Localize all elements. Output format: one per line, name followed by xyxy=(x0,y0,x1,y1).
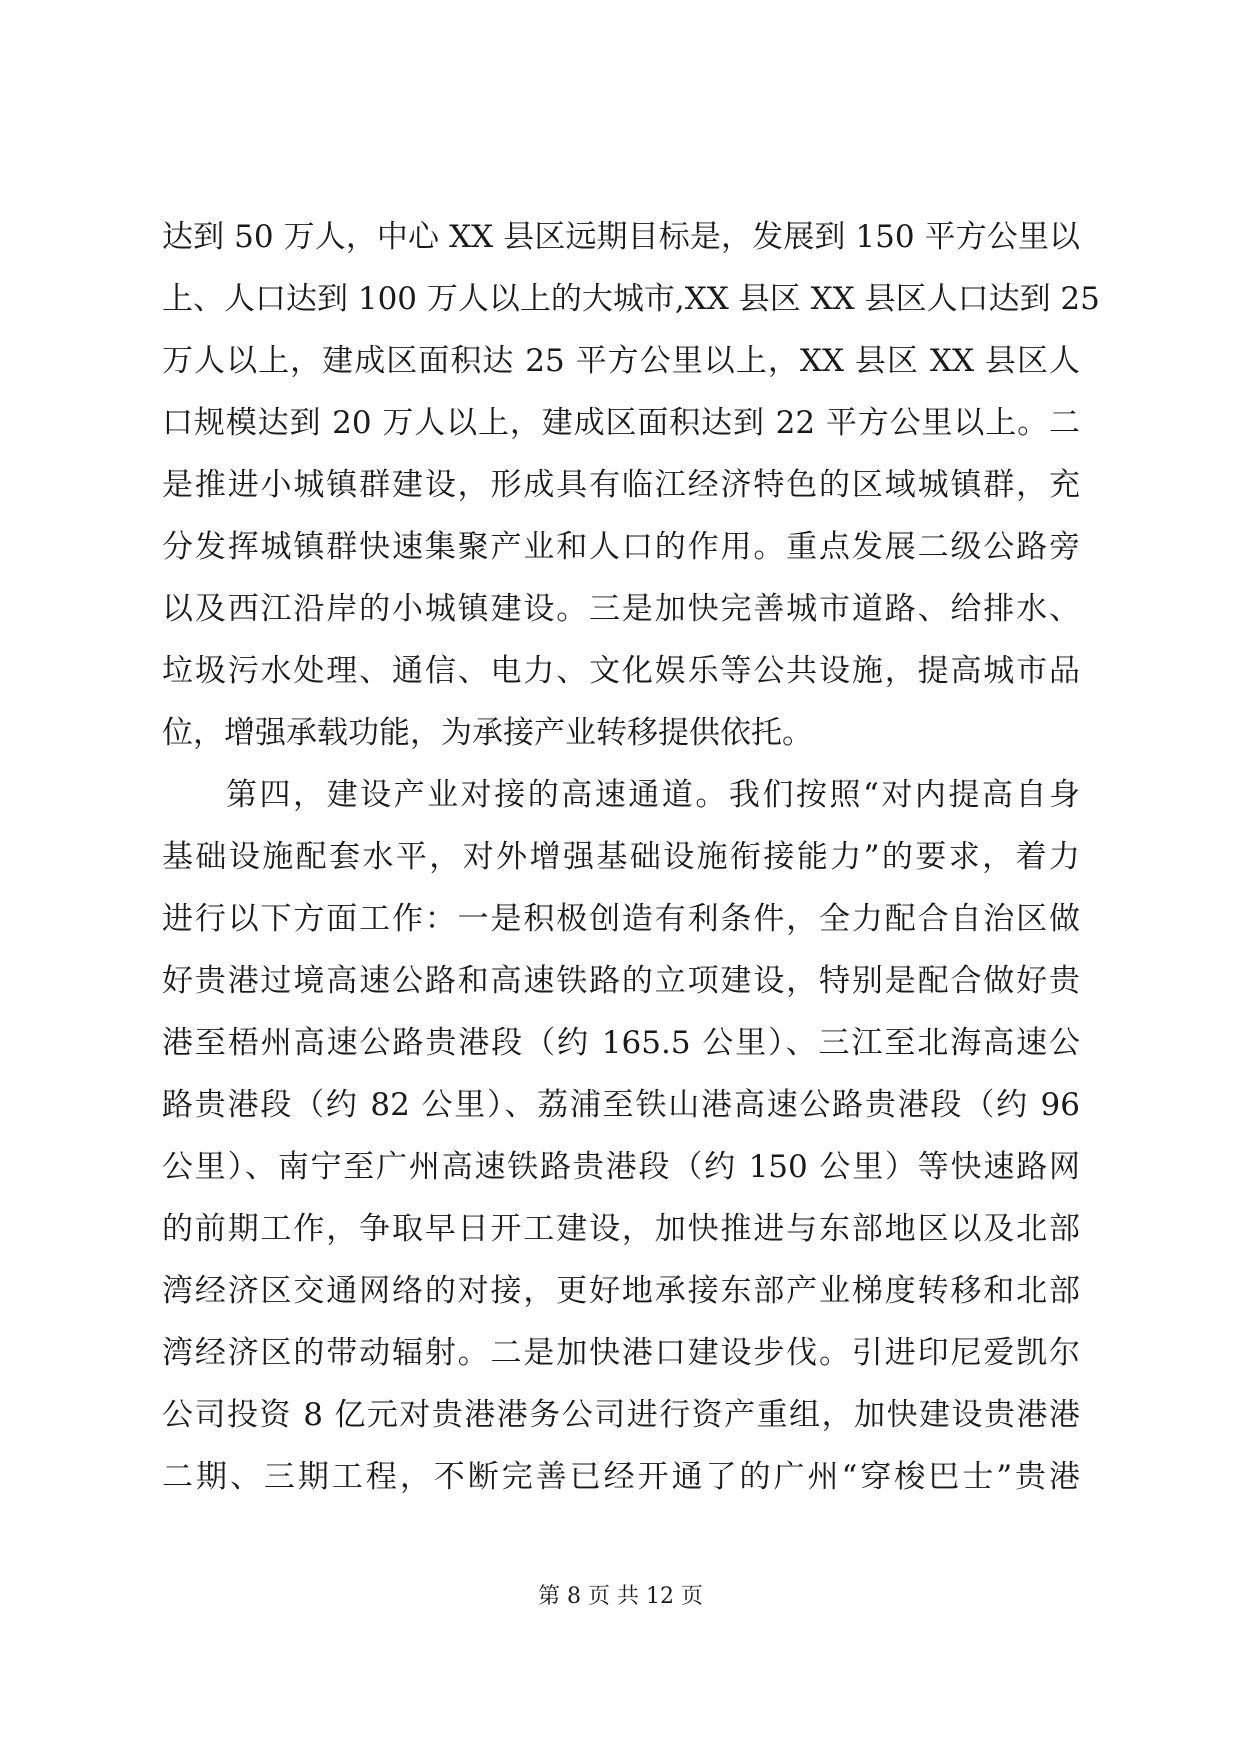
page-number-footer: 第 8 页 共 12 页 xyxy=(538,1584,703,1609)
document-body xyxy=(162,206,1100,1508)
text-line: 公司投资 8 亿元对贵港港务公司进行资产重组，加快建设贵港港 xyxy=(162,1397,1080,1433)
text-line: 位，增强承载功能，为承接产业转移提供依托。 xyxy=(162,715,813,751)
text-line: 分发挥城镇群快速集聚产业和人口的作用。重点发展二级公路旁 xyxy=(162,529,1080,565)
text-line: 垃圾污水处理、通信、电力、文化娱乐等公共设施，提高城市品 xyxy=(162,653,1080,689)
text-line: 是推进小城镇群建设，形成具有临江经济特色的区域城镇群，充 xyxy=(162,467,1080,503)
text-line: 路贵港段（约 82 公里）、荔浦至铁山港高速公路贵港段（约 96 xyxy=(162,1087,1080,1123)
text-line: 上、人口达到 100 万人以上的大城市,XX 县区 XX 县区人口达到 25 xyxy=(162,281,1100,317)
text-line: 湾经济区的带动辐射。二是加快港口建设步伐。引进印尼爱凯尔 xyxy=(162,1335,1080,1371)
text-line: 万人以上，建成区面积达 25 平方公里以上，XX 县区 XX 县区人 xyxy=(162,343,1080,379)
text-line: 湾经济区交通网络的对接，更好地承接东部产业梯度转移和北部 xyxy=(162,1273,1080,1309)
text-line: 二期、三期工程，不断完善已经开通了的广州“穿梭巴士”贵港 xyxy=(162,1459,1080,1495)
text-line: 港至梧州高速公路贵港段（约 165.5 公里）、三江至北海高速公 xyxy=(162,1025,1080,1061)
paragraph-first-line: 第四，建设产业对接的高速通道。我们按照“对内提高自身 xyxy=(226,777,1080,813)
text-line: 公里）、南宁至广州高速铁路贵港段（约 150 公里）等快速路网 xyxy=(162,1149,1080,1185)
text-line: 口规模达到 20 万人以上，建成区面积达到 22 平方公里以上。二 xyxy=(162,405,1080,441)
text-line: 以及西江沿岸的小城镇建设。三是加快完善城市道路、给排水、 xyxy=(162,591,1080,627)
text-line: 达到 50 万人，中心 XX 县区远期目标是，发展到 150 平方公里以 xyxy=(162,219,1080,255)
text-line: 的前期工作，争取早日开工建设，加快推进与东部地区以及北部 xyxy=(162,1211,1080,1247)
text-line: 进行以下方面工作：一是积极创造有利条件，全力配合自治区做 xyxy=(162,901,1080,937)
text-line: 好贵港过境高速公路和高速铁路的立项建设，特别是配合做好贵 xyxy=(162,963,1080,999)
text-line: 基础设施配套水平，对外增强基础设施衔接能力”的要求，着力 xyxy=(162,839,1080,875)
